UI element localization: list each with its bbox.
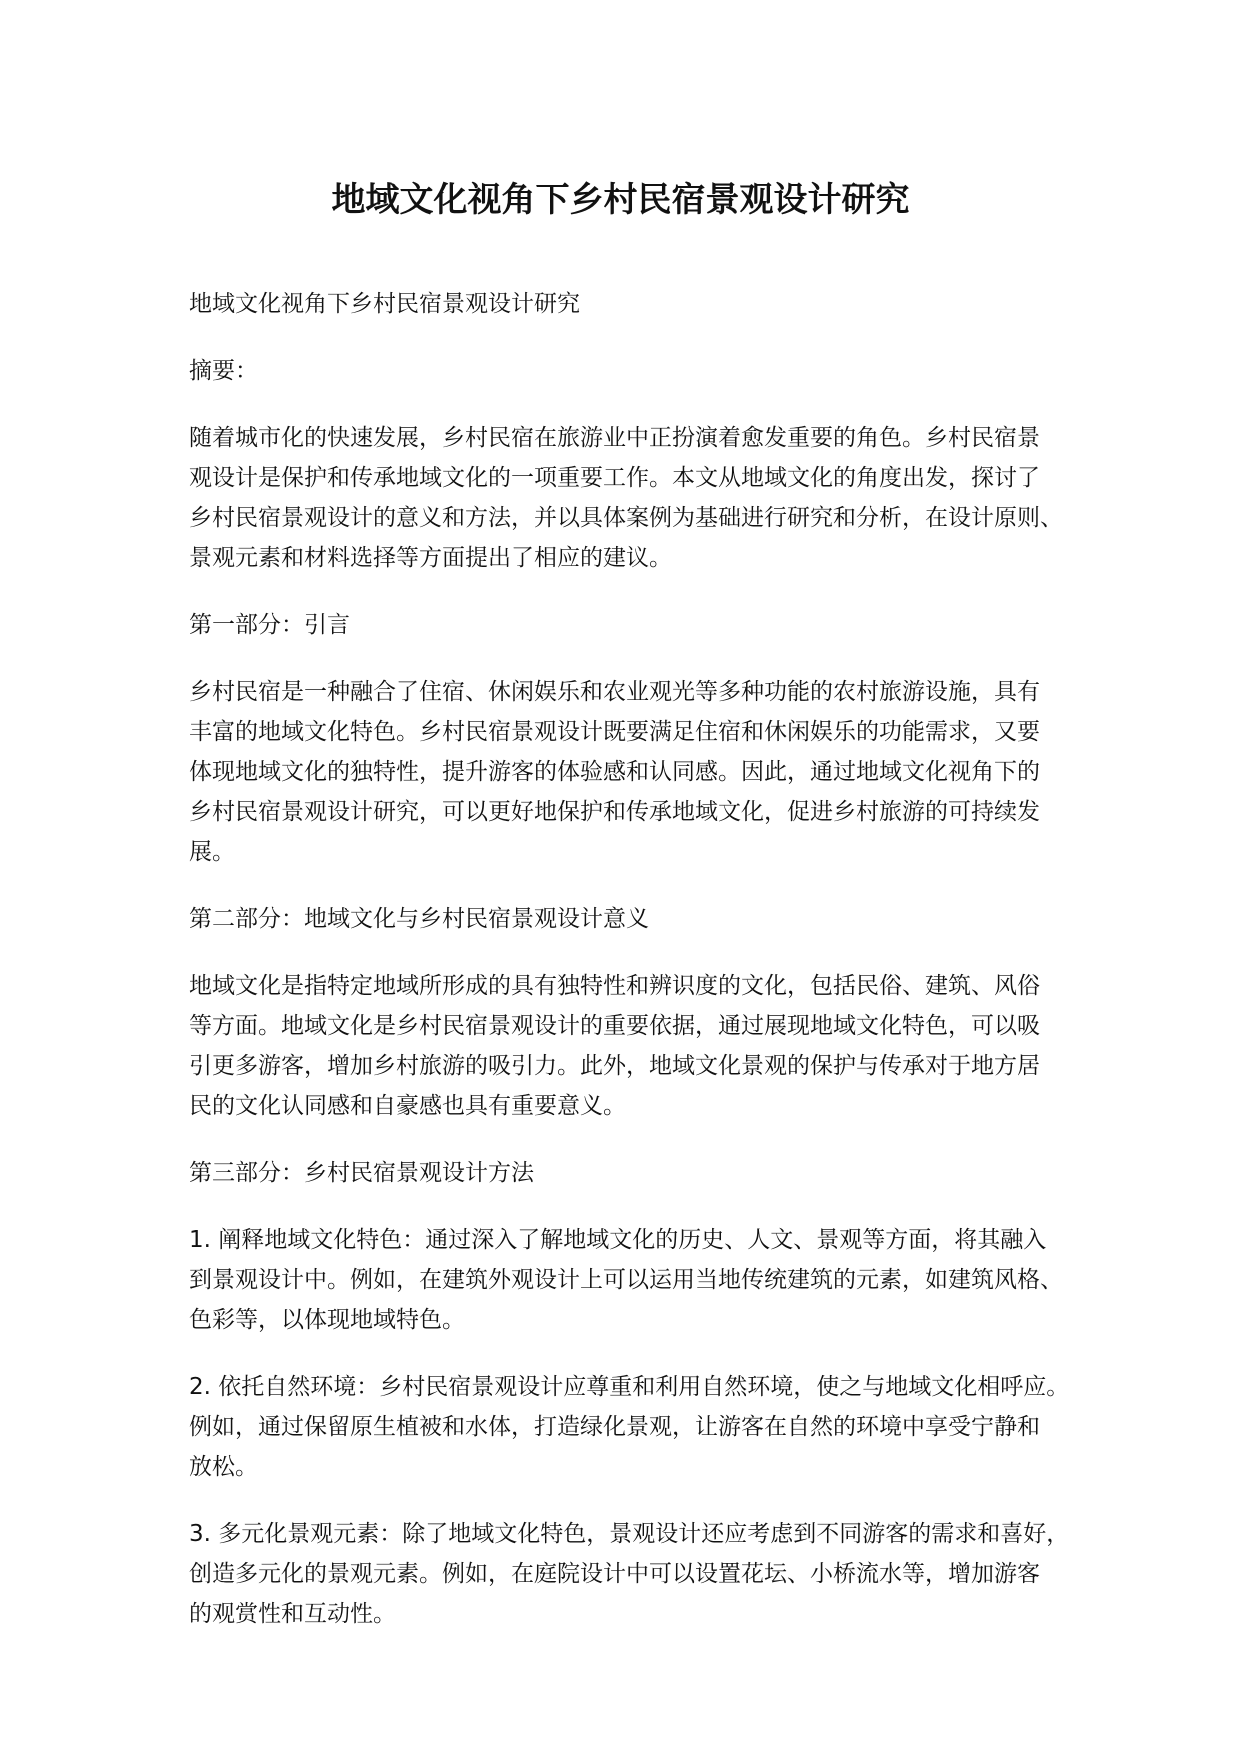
text-line: 色彩等，以体现地域特色。 xyxy=(189,1307,465,1333)
paragraph xyxy=(189,1514,1069,1634)
paragraph xyxy=(189,966,1069,1126)
text-line: 景观元素和材料选择等方面提出了相应的建议。 xyxy=(189,545,672,571)
paragraph xyxy=(189,1220,1069,1340)
paragraph xyxy=(189,899,1069,939)
paragraph xyxy=(189,672,1069,872)
text-line: 第二部分：地域文化与乡村民宿景观设计意义 xyxy=(189,906,649,932)
paragraph xyxy=(189,1367,1069,1487)
paragraph xyxy=(189,1153,1069,1193)
text-line: 第三部分：乡村民宿景观设计方法 xyxy=(189,1160,534,1186)
text-line: 丰富的地域文化特色。乡村民宿景观设计既要满足住宿和休闲娱乐的功能需求，又要 xyxy=(189,719,1040,745)
text-line: 1. 阐释地域文化特色：通过深入了解地域文化的历史、人文、景观等方面，将其融入 xyxy=(189,1227,1047,1253)
text-line: 到景观设计中。例如，在建筑外观设计上可以运用当地传统建筑的元素，如建筑风格、 xyxy=(189,1267,1063,1293)
text-line: 引更多游客，增加乡村旅游的吸引力。此外，地域文化景观的保护与传承对于地方居 xyxy=(189,1053,1040,1079)
text-line: 放松。 xyxy=(189,1454,258,1480)
text-line: 随着城市化的快速发展，乡村民宿在旅游业中正扮演着愈发重要的角色。乡村民宿景 xyxy=(189,425,1040,451)
text-line: 摘要： xyxy=(189,358,258,384)
text-line: 创造多元化的景观元素。例如，在庭院设计中可以设置花坛、小桥流水等，增加游客 xyxy=(189,1561,1040,1587)
text-line: 民的文化认同感和自豪感也具有重要意义。 xyxy=(189,1093,626,1119)
text-line: 第一部分：引言 xyxy=(189,612,350,638)
text-line: 乡村民宿景观设计研究，可以更好地保护和传承地域文化，促进乡村旅游的可持续发 xyxy=(189,799,1040,825)
text-line: 观设计是保护和传承地域文化的一项重要工作。本文从地域文化的角度出发，探讨了 xyxy=(189,465,1040,491)
text-line: 例如，通过保留原生植被和水体，打造绿化景观，让游客在自然的环境中享受宁静和 xyxy=(189,1414,1040,1440)
text-line: 乡村民宿是一种融合了住宿、休闲娱乐和农业观光等多种功能的农村旅游设施，具有 xyxy=(189,679,1040,705)
text-line: 地域文化视角下乡村民宿景观设计研究 xyxy=(189,291,580,317)
paragraph xyxy=(189,351,1069,391)
paragraph xyxy=(189,284,1069,324)
text-line: 3. 多元化景观元素：除了地域文化特色，景观设计还应考虑到不同游客的需求和喜好， xyxy=(189,1521,1070,1547)
document-body xyxy=(189,284,1069,1661)
text-line: 体现地域文化的独特性，提升游客的体验感和认同感。因此，通过地域文化视角下的 xyxy=(189,759,1040,785)
text-line: 2. 依托自然环境：乡村民宿景观设计应尊重和利用自然环境，使之与地域文化相呼应。 xyxy=(189,1374,1070,1400)
text-line: 的观赏性和互动性。 xyxy=(189,1601,396,1627)
text-line: 等方面。地域文化是乡村民宿景观设计的重要依据，通过展现地域文化特色，可以吸 xyxy=(189,1013,1040,1039)
document-title: 地域文化视角下乡村民宿景观设计研究 xyxy=(331,180,910,220)
text-line: 地域文化是指特定地域所形成的具有独特性和辨识度的文化，包括民俗、建筑、风俗 xyxy=(189,973,1040,999)
text-line: 乡村民宿景观设计的意义和方法，并以具体案例为基础进行研究和分析，在设计原则、 xyxy=(189,505,1063,531)
paragraph xyxy=(189,418,1069,578)
text-line: 展。 xyxy=(189,839,235,865)
paragraph xyxy=(189,605,1069,645)
